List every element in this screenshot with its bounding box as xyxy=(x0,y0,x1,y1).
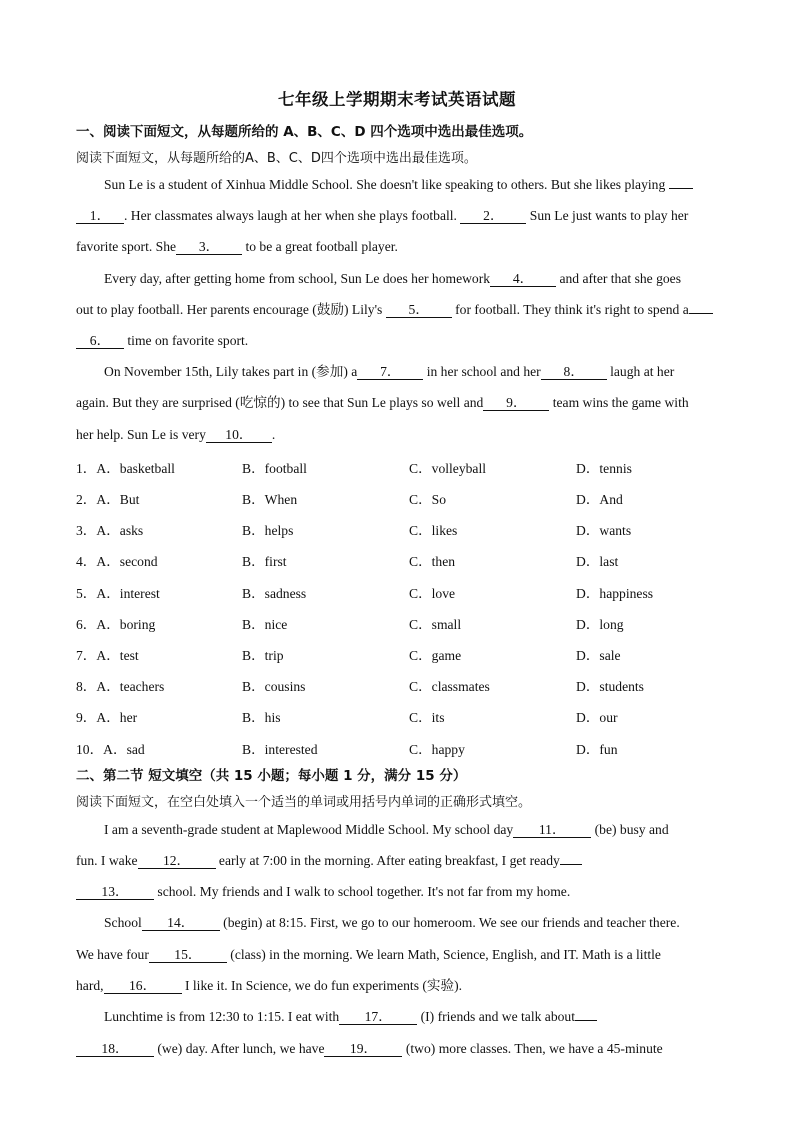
passage-text: early at 7:00 in the morning. After eating breakfast, I get ready xyxy=(215,853,560,868)
answer-blank[interactable]: 6． xyxy=(76,334,124,349)
answer-blank[interactable] xyxy=(575,1020,597,1021)
passage-line xyxy=(76,301,736,319)
option-choice[interactable]: C．then xyxy=(409,554,456,569)
option-choice[interactable]: 6．A．boring xyxy=(76,617,156,632)
answer-blank[interactable]: 1． xyxy=(76,209,124,224)
passage-line xyxy=(76,238,736,256)
option-choice[interactable]: 9．A．her xyxy=(76,710,138,725)
passage-text: . xyxy=(271,427,276,442)
answer-blank[interactable]: 17． xyxy=(339,1010,417,1025)
passage-text: laugh at her xyxy=(606,364,675,379)
answer-blank[interactable]: 19． xyxy=(324,1042,402,1057)
section-2-instruction: 阅读下面短文，在空白处填入一个适当的单词或用括号内单词的正确形式填空。 xyxy=(76,795,532,810)
option-choice[interactable]: D．wants xyxy=(576,523,632,538)
passage-line xyxy=(76,977,736,995)
passage-text: team wins the game with xyxy=(549,395,689,410)
passage-text: On November 15th, Lily takes part in (参加) a xyxy=(104,364,358,379)
option-choice[interactable]: D．happiness xyxy=(576,586,654,601)
passage-line xyxy=(76,207,736,225)
answer-blank[interactable]: 14． xyxy=(142,916,220,931)
passage-text: hard, xyxy=(76,978,104,993)
answer-blank[interactable]: 16． xyxy=(104,979,182,994)
option-choice[interactable]: D．sale xyxy=(576,648,621,663)
passage-text: her help. Sun Le is very xyxy=(76,427,206,442)
option-choice[interactable]: B．first xyxy=(242,554,287,569)
passage-text: fun. I wake xyxy=(76,853,138,868)
passage-line xyxy=(104,176,764,194)
passage-text: school. My friends and I walk to school together. It's not far from my home. xyxy=(154,884,571,899)
passage-line xyxy=(104,270,764,288)
answer-blank[interactable]: 2． xyxy=(460,209,526,224)
passage-text: Every day, after getting home from school, Sun Le does her homework xyxy=(104,271,491,286)
option-choice[interactable]: 2．A．But xyxy=(76,492,140,507)
passage-text: (two) more classes. Then, we have a 45-minute xyxy=(402,1041,663,1056)
option-choice[interactable]: C．So xyxy=(409,492,447,507)
passage-line xyxy=(76,394,736,412)
option-choice[interactable]: B．football xyxy=(242,461,307,476)
option-choice[interactable]: D．our xyxy=(576,710,618,725)
passage-text: (be) busy and xyxy=(591,822,669,837)
passage-text: (we) day. After lunch, we have xyxy=(154,1041,325,1056)
passage-text: Sun Le is a student of Xinhua Middle School. She doesn't like speaking to others. But she likes playing xyxy=(104,177,669,192)
option-choice[interactable]: 7．A．test xyxy=(76,648,139,663)
option-choice[interactable]: D．long xyxy=(576,617,624,632)
passage-line xyxy=(76,883,736,901)
option-choice[interactable]: D．tennis xyxy=(576,461,632,476)
option-row xyxy=(76,582,756,600)
answer-blank[interactable] xyxy=(689,313,713,314)
option-choice[interactable]: D．And xyxy=(576,492,623,507)
passage-text: for football. They think it's right to spend a xyxy=(451,302,689,317)
passage-text: out to play football. Her parents encourage (鼓励) Lily's xyxy=(76,302,386,317)
option-choice[interactable]: D．last xyxy=(576,554,619,569)
passage-text: and after that she goes xyxy=(556,271,682,286)
option-row xyxy=(76,706,756,724)
answer-blank[interactable]: 4． xyxy=(490,272,556,287)
option-choice[interactable]: B．trip xyxy=(242,648,284,663)
passage-text: (I) friends and we talk about xyxy=(417,1009,576,1024)
option-choice[interactable]: B．When xyxy=(242,492,298,507)
option-choice[interactable]: B．helps xyxy=(242,523,294,538)
passage-line xyxy=(76,852,736,870)
option-choice[interactable]: D．students xyxy=(576,679,644,694)
option-row xyxy=(76,550,756,568)
passage-text: . Her classmates always laugh at her when she plays football. xyxy=(124,208,461,223)
option-choice[interactable]: 4．A．second xyxy=(76,554,158,569)
passage-line xyxy=(76,1040,736,1058)
passage-text: again. But they are surprised (吃惊的) to see that Sun Le plays so well and xyxy=(76,395,484,410)
passage-line xyxy=(76,332,736,350)
passage-line xyxy=(104,914,764,932)
section-1-instruction: 阅读下面短文，从每题所给的A、B、C、D四个选项中选出最佳选项。 xyxy=(76,151,477,166)
option-row xyxy=(76,613,756,631)
passage-text: Sun Le just wants to play her xyxy=(526,208,689,223)
answer-blank[interactable]: 15． xyxy=(149,948,227,963)
option-choice[interactable]: B．cousins xyxy=(242,679,306,694)
answer-blank[interactable]: 7． xyxy=(357,365,423,380)
option-choice[interactable]: 1．A．basketball xyxy=(76,461,175,476)
option-row xyxy=(76,488,756,506)
option-choice[interactable]: C．its xyxy=(409,710,445,725)
option-choice[interactable]: B．interested xyxy=(242,742,318,757)
option-choice[interactable]: C．classmates xyxy=(409,679,490,694)
passage-line xyxy=(104,821,764,839)
option-row xyxy=(76,738,756,756)
passage-text: (class) in the morning. We learn Math, Science, English, and IT. Math is a little xyxy=(226,947,661,962)
option-choice[interactable]: C．volleyball xyxy=(409,461,487,476)
answer-blank[interactable]: 13． xyxy=(76,885,154,900)
passage-text: favorite sport. She xyxy=(76,239,177,254)
option-choice[interactable]: C．happy xyxy=(409,742,465,757)
answer-blank[interactable]: 5． xyxy=(386,303,452,318)
answer-blank[interactable]: 9． xyxy=(483,396,549,411)
option-choice[interactable]: D．fun xyxy=(576,742,618,757)
option-choice[interactable]: C．love xyxy=(409,586,456,601)
answer-blank[interactable]: 8． xyxy=(541,365,607,380)
passage-text: We have four xyxy=(76,947,149,962)
option-choice[interactable]: 10．A．sad xyxy=(76,742,145,757)
answer-blank[interactable] xyxy=(669,188,693,189)
answer-blank[interactable]: 3． xyxy=(176,240,242,255)
option-choice[interactable]: B．his xyxy=(242,710,281,725)
passage-text: in her school and her xyxy=(423,364,541,379)
option-row xyxy=(76,519,756,537)
passage-text: Lunchtime is from 12:30 to 1:15. I eat with xyxy=(104,1009,340,1024)
option-choice[interactable]: C．game xyxy=(409,648,462,663)
answer-blank[interactable]: 11． xyxy=(513,823,591,838)
option-choice[interactable]: C．likes xyxy=(409,523,458,538)
option-choice[interactable]: B．nice xyxy=(242,617,288,632)
passage-line xyxy=(104,1008,764,1026)
option-row xyxy=(76,457,756,475)
section-1-heading: 一、阅读下面短文，从每题所给的 A、B、C、D 四个选项中选出最佳选项。 xyxy=(76,124,533,140)
passage-text: (begin) at 8:15. First, we go to our homeroom. We see our friends and teacher there. xyxy=(219,915,680,930)
page-title: 七年级上学期期末考试英语试题 xyxy=(278,90,516,109)
passage-line xyxy=(76,946,736,964)
passage-line xyxy=(104,363,764,381)
answer-blank[interactable]: 12． xyxy=(138,854,216,869)
answer-blank[interactable]: 10． xyxy=(206,428,272,443)
option-choice[interactable]: 8．A．teachers xyxy=(76,679,165,694)
answer-blank[interactable] xyxy=(560,864,582,865)
option-choice[interactable]: B．sadness xyxy=(242,586,307,601)
passage-text: time on favorite sport. xyxy=(124,333,249,348)
option-choice[interactable]: 5．A．interest xyxy=(76,586,160,601)
option-choice[interactable]: C．small xyxy=(409,617,462,632)
passage-text: I like it. In Science, we do fun experiments (实验). xyxy=(181,978,463,993)
option-row xyxy=(76,675,756,693)
passage-text: I am a seventh-grade student at Maplewood Middle School. My school day xyxy=(104,822,514,837)
passage-text: to be a great football player. xyxy=(242,239,398,254)
answer-blank[interactable]: 18． xyxy=(76,1042,154,1057)
option-choice[interactable]: 3．A．asks xyxy=(76,523,144,538)
passage-text: School xyxy=(104,915,142,930)
passage-line xyxy=(76,426,736,444)
section-2-heading: 二、第二节 短文填空（共 15 小题；每小题 1 分，满分 15 分） xyxy=(76,768,467,784)
option-row xyxy=(76,644,756,662)
